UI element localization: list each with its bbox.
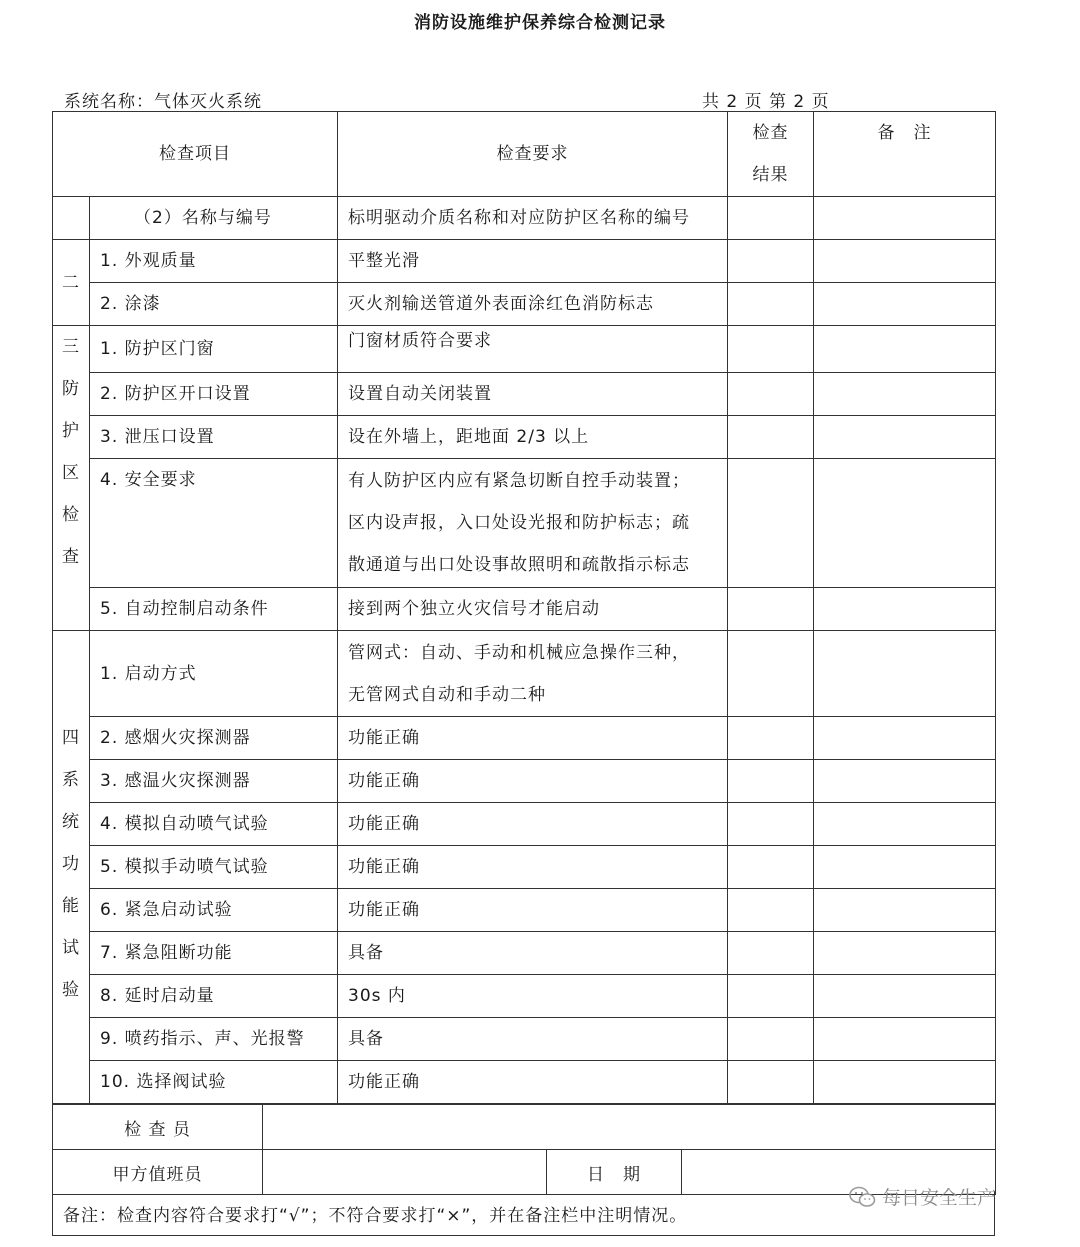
result-cell[interactable] [728, 631, 814, 717]
inspector-row [53, 1105, 996, 1150]
requirement-cell: 功能正确 [338, 803, 728, 846]
item-cell: 4. 安全要求 [90, 459, 338, 588]
duty-label: 甲方值班员 [53, 1150, 263, 1195]
table-row [53, 197, 996, 240]
result-cell[interactable] [728, 197, 814, 240]
item-cell: 2. 涂漆 [90, 283, 338, 326]
result-cell[interactable] [728, 416, 814, 459]
result-cell[interactable] [728, 1061, 814, 1104]
section-cell [53, 197, 90, 240]
item-cell: 3. 感温火灾探测器 [90, 760, 338, 803]
requirement-cell: 门窗材质符合要求 [338, 326, 728, 373]
item-cell: 1. 防护区门窗 [90, 326, 338, 373]
result-cell[interactable] [728, 459, 814, 588]
item-cell: 6. 紧急启动试验 [90, 889, 338, 932]
remark-cell[interactable] [814, 932, 996, 975]
result-cell[interactable] [728, 846, 814, 889]
requirement-cell: 具备 [338, 1018, 728, 1061]
table-row [53, 803, 996, 846]
section-4-label: 四系统功能试验 [53, 631, 90, 1104]
section-3-label: 三防护区检查 [53, 326, 90, 631]
wechat-icon [848, 1185, 876, 1209]
inspector-field[interactable] [263, 1105, 996, 1150]
table-row [53, 760, 996, 803]
table-row [53, 717, 996, 760]
page-info: 共 2 页 第 2 页 [702, 92, 830, 112]
requirement-cell: 设在外墙上，距地面 2/3 以上 [338, 416, 728, 459]
requirement-cell: 功能正确 [338, 1061, 728, 1104]
remark-cell[interactable] [814, 1061, 996, 1104]
header-item: 检查项目 [53, 112, 338, 197]
requirement-cell: 30s 内 [338, 975, 728, 1018]
header-requirement: 检查要求 [338, 112, 728, 197]
table-row [53, 975, 996, 1018]
requirement-cell: 标明驱动介质名称和对应防护区名称的编号 [338, 197, 728, 240]
table-row [53, 588, 996, 631]
item-cell: 8. 延时启动量 [90, 975, 338, 1018]
requirement-cell: 管网式：自动、手动和机械应急操作三种， 无管网式自动和手动二种 [338, 631, 728, 717]
table-header-row [53, 112, 996, 197]
header-result: 检查结果 [728, 112, 814, 197]
inspector-label: 检 查 员 [53, 1105, 263, 1150]
requirement-cell: 功能正确 [338, 846, 728, 889]
watermark [848, 1183, 996, 1210]
requirement-cell: 功能正确 [338, 889, 728, 932]
result-cell[interactable] [728, 588, 814, 631]
item-cell: 4. 模拟自动喷气试验 [90, 803, 338, 846]
item-cell: 1. 启动方式 [90, 631, 338, 717]
remark-cell[interactable] [814, 1018, 996, 1061]
remark-cell[interactable] [814, 326, 996, 373]
signature-table [52, 1104, 996, 1195]
item-cell: 7. 紧急阻断功能 [90, 932, 338, 975]
requirement-cell: 灭火剂输送管道外表面涂红色消防标志 [338, 283, 728, 326]
item-cell: 1. 外观质量 [90, 240, 338, 283]
remark-cell[interactable] [814, 373, 996, 416]
remark-cell[interactable] [814, 197, 996, 240]
remark-cell[interactable] [814, 803, 996, 846]
remark-cell[interactable] [814, 760, 996, 803]
table-row [53, 459, 996, 588]
result-cell[interactable] [728, 803, 814, 846]
remark-cell[interactable] [814, 240, 996, 283]
item-cell: 2. 防护区开口设置 [90, 373, 338, 416]
requirement-cell: 功能正确 [338, 760, 728, 803]
remark-cell[interactable] [814, 889, 996, 932]
table-row [53, 240, 996, 283]
footnote: 备注：检查内容符合要求打“√”；不符合要求打“×”，并在备注栏中注明情况。 [52, 1191, 995, 1236]
table-row [53, 889, 996, 932]
duty-field[interactable] [263, 1150, 547, 1195]
table-row [53, 326, 996, 373]
remark-cell[interactable] [814, 283, 996, 326]
remark-cell[interactable] [814, 588, 996, 631]
item-cell: 3. 泄压口设置 [90, 416, 338, 459]
result-cell[interactable] [728, 240, 814, 283]
table-row [53, 631, 996, 717]
inspection-table [52, 111, 996, 1104]
result-cell[interactable] [728, 760, 814, 803]
result-cell[interactable] [728, 373, 814, 416]
watermark-text: 每日安全生产 [882, 1187, 997, 1209]
document-title: 消防设施维护保养综合检测记录 [414, 13, 666, 33]
item-cell: 10. 选择阀试验 [90, 1061, 338, 1104]
result-cell[interactable] [728, 717, 814, 760]
item-cell: 9. 喷药指示、声、光报警 [90, 1018, 338, 1061]
section-2-label: 二 [53, 240, 90, 326]
remark-cell[interactable] [814, 717, 996, 760]
result-cell[interactable] [728, 326, 814, 373]
table-row [53, 373, 996, 416]
requirement-cell: 接到两个独立火灾信号才能启动 [338, 588, 728, 631]
result-cell[interactable] [728, 932, 814, 975]
remark-cell[interactable] [814, 459, 996, 588]
remark-cell[interactable] [814, 631, 996, 717]
remark-cell[interactable] [814, 846, 996, 889]
table-row [53, 846, 996, 889]
result-cell[interactable] [728, 283, 814, 326]
system-name: 系统名称：气体灭火系统 [64, 92, 262, 112]
result-cell[interactable] [728, 889, 814, 932]
item-cell: （2）名称与编号 [90, 197, 338, 240]
date-label: 日 期 [547, 1150, 682, 1195]
item-cell: 2. 感烟火灾探测器 [90, 717, 338, 760]
remark-cell[interactable] [814, 975, 996, 1018]
requirement-cell: 设置自动关闭装置 [338, 373, 728, 416]
remark-cell[interactable] [814, 416, 996, 459]
table-row [53, 283, 996, 326]
requirement-cell: 有人防护区内应有紧急切断自控手动装置； 区内设声报，入口处设光报和防护标志；疏 散通道与出口处设事故照明和疏散指示标志 [338, 459, 728, 588]
table-row [53, 1061, 996, 1104]
result-cell[interactable] [728, 1018, 814, 1061]
requirement-cell: 平整光滑 [338, 240, 728, 283]
table-row [53, 1018, 996, 1061]
requirement-cell: 具备 [338, 932, 728, 975]
item-cell: 5. 自动控制启动条件 [90, 588, 338, 631]
requirement-cell: 功能正确 [338, 717, 728, 760]
item-cell: 5. 模拟手动喷气试验 [90, 846, 338, 889]
header-remark: 备 注 [814, 112, 996, 197]
result-cell[interactable] [728, 975, 814, 1018]
table-row [53, 416, 996, 459]
table-row [53, 932, 996, 975]
